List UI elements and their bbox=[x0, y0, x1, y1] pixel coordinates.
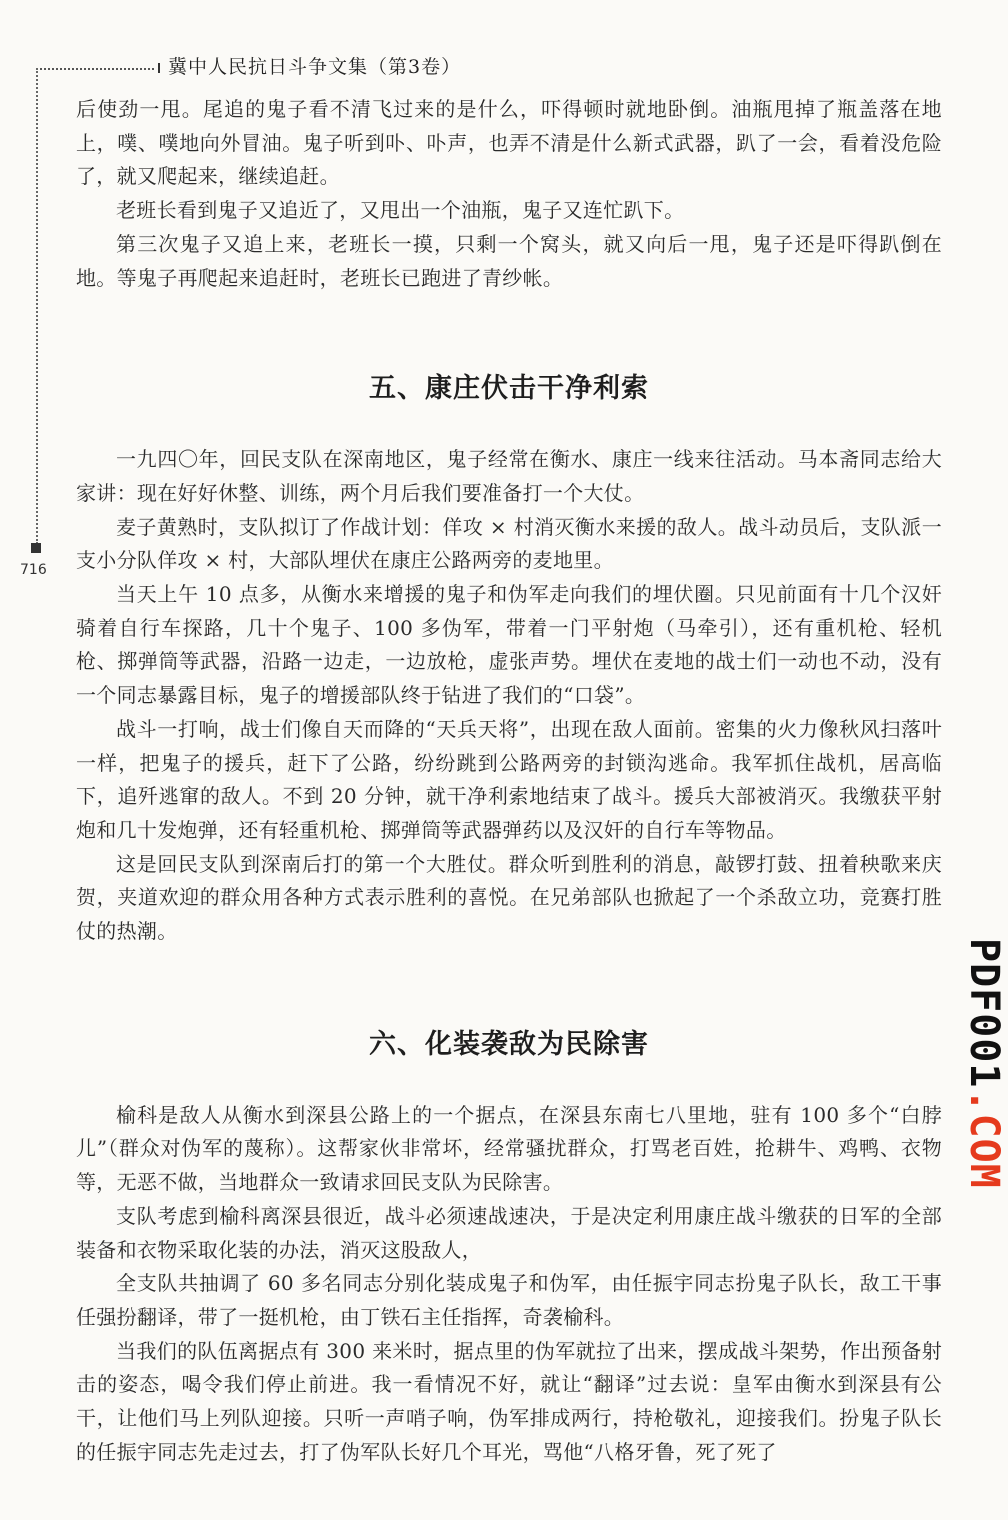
paragraph: 当我们的队伍离据点有 300 来米时，据点里的伪军就拉了出来，摆成战斗架势，作出预备射击的姿态，喝令我们停止前进。我一看情况不好，就让“翻译”过去说：皇军由衡水到深县有公干，让他们马上列队迎接。只听一声哨子响，伪军排成两行，持枪敬礼，迎接我们。扮鬼子队长的任振宇同志先走过去，打了伪军队长好几个耳光，骂他“八格牙鲁，死了死了 bbox=[76, 1338, 942, 1464]
watermark-text bbox=[961, 938, 1007, 1189]
section-heading-5: 五、康庄伏击干净利索 bbox=[369, 373, 649, 405]
paragraph: 当天上午 10 点多，从衡水来增援的鬼子和伪军走向我们的埋伏圈。只见前面有十几个汉奸骑着自行车探路，几十个鬼子、100 多伪军，带着一门平射炮（马牵引），还有重机枪、轻机枪、掷弹筒等武器，沿路一边走，一边放枪，虚张声势。埋伏在麦地的战士们一动也不动，没有一个同志暴露目标，鬼子的增援部队终于钻进了我们的“口袋”。 bbox=[76, 582, 942, 708]
paragraph: 后使劲一甩。尾追的鬼子看不清飞过来的是什么，吓得顿时就地卧倒。油瓶甩掉了瓶盖落在地上，噗、噗地向外冒油。鬼子听到卟、卟声，也弄不清是什么新式武器，趴了一会，看着没危险了，就又爬起来，继续追赶。 bbox=[76, 97, 942, 189]
header-tick-mark bbox=[158, 63, 160, 73]
book-title: 冀中人民抗日斗争文集（第3卷） bbox=[168, 56, 462, 78]
watermark bbox=[958, 938, 1008, 1188]
paragraph: 这是回民支队到深南后打的第一个大胜仗。群众听到胜利的消息，敲锣打鼓、扭着秧歌来庆贺，夹道欢迎的群众用各种方式表示胜利的喜悦。在兄弟部队也掀起了一个杀敌立功，竞赛打胜仗的热潮。 bbox=[76, 851, 942, 944]
page-number: 716 bbox=[20, 562, 47, 578]
page-marker-square bbox=[31, 543, 41, 553]
margin-dotted-rule bbox=[36, 68, 38, 544]
header-dotted-rule bbox=[36, 68, 154, 70]
paragraph: 支队考虑到榆科离深县很近，战斗必须速战速决，于是决定利用康庄战斗缴获的日军的全部装备和衣物采取化装的办法，消灭这股敌人， bbox=[76, 1203, 942, 1262]
paragraph: 全支队共抽调了 60 多名同志分别化装成鬼子和伪军，由任振宇同志扮鬼子队长，敌工干事任强扮翻译，带了一挺机枪，由丁铁石主任指挥，奇袭榆科。 bbox=[76, 1271, 942, 1329]
paragraph: 一九四〇年，回民支队在深南地区，鬼子经常在衡水、康庄一线来往活动。马本斋同志给大家讲：现在好好休整、训练，两个月后我们要准备打一个大仗。 bbox=[76, 447, 942, 505]
paragraph: 榆科是敌人从衡水到深县公路上的一个据点，在深县东南七八里地，驻有 100 多个“白脖儿”（群众对伪军的蔑称）。这帮家伙非常坏，经常骚扰群众，打骂老百姓，抢耕牛、鸡鸭、衣物等，无恶不做，当地群众一致请求回民支队为民除害。 bbox=[76, 1102, 942, 1195]
paragraph: 第三次鬼子又追上来，老班长一摸，只剩一个窝头，就又向后一甩，鬼子还是吓得趴倒在地。等鬼子再爬起来追赶时，老班长已跑进了青纱帐。 bbox=[76, 231, 942, 290]
page-body bbox=[76, 93, 942, 1470]
running-header bbox=[0, 52, 600, 82]
watermark-accent: .COM bbox=[961, 1088, 1007, 1189]
section-heading-6: 六、化装袭敌为民除害 bbox=[369, 1028, 649, 1060]
paragraph: 战斗一打响，战士们像自天而降的“天兵天将”，出现在敌人面前。密集的火力像秋风扫落叶一样，把鬼子的援兵，赶下了公路，纷纷跳到公路两旁的封锁沟逃命。我军抓住战机，居高临下，追歼逃窜的敌人。不到 20 分钟，就干净利索地结束了战斗。援兵大部被消灭。我缴获平射炮和几十发炮弹，还有轻重机枪、掷弹筒等武器弹药以及汉奸的自行车等物品。 bbox=[76, 716, 942, 842]
watermark-main: PDF001 bbox=[961, 938, 1007, 1089]
paragraph: 麦子黄熟时，支队拟订了作战计划：佯攻 × 村消灭衡水来援的敌人。战斗动员后，支队派一支小分队佯攻 × 村，大部队埋伏在康庄公路两旁的麦地里。 bbox=[76, 514, 942, 573]
paragraph: 老班长看到鬼子又追近了，又甩出一个油瓶，鬼子又连忙趴下。 bbox=[116, 198, 685, 223]
